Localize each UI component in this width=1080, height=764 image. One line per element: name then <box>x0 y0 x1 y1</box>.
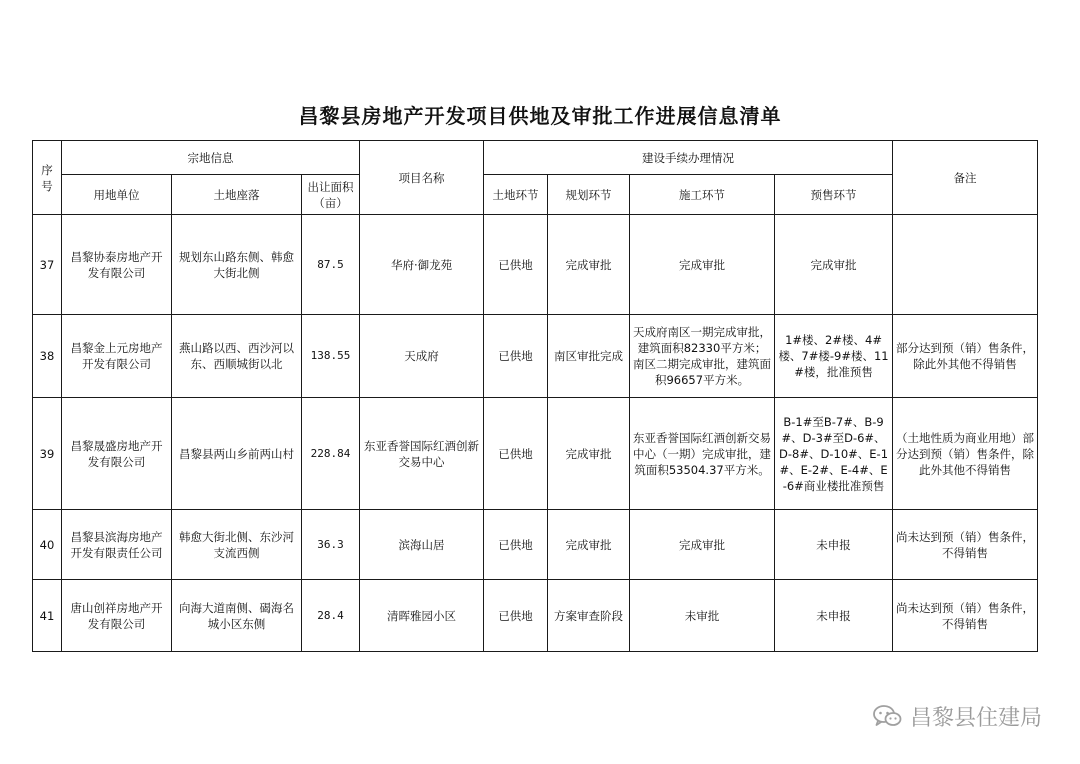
cell-remarks: 尚未达到预（销）售条件，不得销售 <box>893 580 1038 652</box>
header-seq: 序号 <box>33 141 62 215</box>
cell-construction-stage: 天成府南区一期完成审批，建筑面积82330平方米；南区二期完成审批，建筑面积96657平方米。 <box>630 315 775 398</box>
cell-land-user: 昌黎县滨海房地产开发有限责任公司 <box>62 510 172 580</box>
cell-land-stage: 已供地 <box>484 215 548 315</box>
cell-land-stage: 已供地 <box>484 580 548 652</box>
cell-land-stage: 已供地 <box>484 398 548 510</box>
header-transfer-area: 出让面积（亩） <box>302 175 360 215</box>
table-row <box>33 398 1038 510</box>
cell-planning-stage: 完成审批 <box>548 215 630 315</box>
cell-seq: 38 <box>33 315 62 398</box>
cell-transfer-area: 28.4 <box>302 580 360 652</box>
cell-land-user: 唐山创祥房地产开发有限公司 <box>62 580 172 652</box>
cell-transfer-area: 36.3 <box>302 510 360 580</box>
cell-land-location: 规划东山路东侧、韩愈大街北侧 <box>172 215 302 315</box>
header-land-user: 用地单位 <box>62 175 172 215</box>
watermark-text: 昌黎县住建局 <box>909 705 1042 731</box>
cell-remarks: 尚未达到预（销）售条件，不得销售 <box>893 510 1038 580</box>
cell-remarks: 部分达到预（销）售条件，除此外其他不得销售 <box>893 315 1038 398</box>
cell-project-name: 华府·御龙苑 <box>360 215 484 315</box>
cell-land-location: 燕山路以西、西沙河以东、西顺城街以北 <box>172 315 302 398</box>
cell-presale-stage: 完成审批 <box>775 215 893 315</box>
page-title: 昌黎县房地产开发项目供地及审批工作进展信息清单 <box>298 104 782 128</box>
cell-land-user: 昌黎晟盛房地产开发有限公司 <box>62 398 172 510</box>
header-land-stage: 土地环节 <box>484 175 548 215</box>
table-row <box>33 580 1038 652</box>
info-table <box>32 140 1038 652</box>
cell-project-name: 天成府 <box>360 315 484 398</box>
header-remarks: 备注 <box>893 141 1038 215</box>
table-row <box>33 215 1038 315</box>
cell-land-location: 向海大道南侧、碣海名城小区东侧 <box>172 580 302 652</box>
cell-land-location: 韩愈大街北侧、东沙河支流西侧 <box>172 510 302 580</box>
watermark <box>872 698 1042 734</box>
cell-land-location: 昌黎县两山乡前两山村 <box>172 398 302 510</box>
cell-land-user: 昌黎协泰房地产开发有限公司 <box>62 215 172 315</box>
header-land-info: 宗地信息 <box>62 141 360 175</box>
wechat-icon <box>872 703 902 729</box>
cell-planning-stage: 南区审批完成 <box>548 315 630 398</box>
cell-land-user: 昌黎金上元房地产开发有限公司 <box>62 315 172 398</box>
cell-remarks: （土地性质为商业用地）部分达到预（销）售条件，除此外其他不得销售 <box>893 398 1038 510</box>
cell-transfer-area: 228.84 <box>302 398 360 510</box>
cell-planning-stage: 完成审批 <box>548 510 630 580</box>
cell-presale-stage: 未申报 <box>775 580 893 652</box>
cell-construction-stage: 东亚香誉国际红酒创新交易中心（一期）完成审批，建筑面积53504.37平方米。 <box>630 398 775 510</box>
cell-transfer-area: 87.5 <box>302 215 360 315</box>
header-planning-stage: 规划环节 <box>548 175 630 215</box>
cell-planning-stage: 完成审批 <box>548 398 630 510</box>
cell-seq: 41 <box>33 580 62 652</box>
cell-project-name: 清晖雅园小区 <box>360 580 484 652</box>
cell-construction-stage: 完成审批 <box>630 510 775 580</box>
cell-construction-stage: 完成审批 <box>630 215 775 315</box>
header-construction-stage: 施工环节 <box>630 175 775 215</box>
header-land-location: 土地座落 <box>172 175 302 215</box>
cell-planning-stage: 方案审查阶段 <box>548 580 630 652</box>
cell-remarks <box>893 215 1038 315</box>
cell-project-name: 东亚香誉国际红酒创新交易中心 <box>360 398 484 510</box>
cell-land-stage: 已供地 <box>484 315 548 398</box>
cell-construction-stage: 未审批 <box>630 580 775 652</box>
cell-land-stage: 已供地 <box>484 510 548 580</box>
cell-presale-stage: 未申报 <box>775 510 893 580</box>
header-presale-stage: 预售环节 <box>775 175 893 215</box>
cell-seq: 40 <box>33 510 62 580</box>
cell-presale-stage: 1#楼、2#楼、4#楼、7#楼-9#楼、11#楼，批准预售 <box>775 315 893 398</box>
header-project-name: 项目名称 <box>360 141 484 215</box>
table-row <box>33 315 1038 398</box>
cell-project-name: 滨海山居 <box>360 510 484 580</box>
cell-seq: 37 <box>33 215 62 315</box>
cell-presale-stage: B-1#至B-7#、B-9#、D-3#至D-6#、D-8#、D-10#、E-1#、E-2#、E-4#、E-6#商业楼批准预售 <box>775 398 893 510</box>
cell-transfer-area: 138.55 <box>302 315 360 398</box>
header-procedures: 建设手续办理情况 <box>484 141 893 175</box>
table-row <box>33 510 1038 580</box>
cell-seq: 39 <box>33 398 62 510</box>
